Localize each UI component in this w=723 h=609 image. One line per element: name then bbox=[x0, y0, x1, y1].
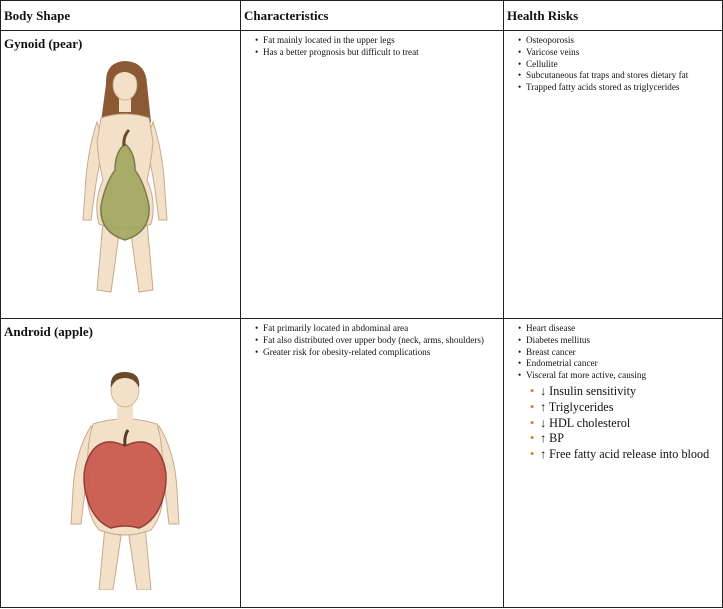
health-risks-cell bbox=[504, 319, 723, 608]
health-risks-list bbox=[504, 323, 722, 382]
list-item: • ↑ Free fatty acid release into blood bbox=[540, 447, 722, 463]
list-item: • ↑ Triglycerides bbox=[540, 400, 722, 416]
list-item: • ↑ BP bbox=[540, 431, 722, 447]
woman-with-pear-illustration bbox=[1, 52, 237, 302]
characteristics-list bbox=[241, 35, 503, 59]
characteristics-list bbox=[241, 323, 503, 358]
list-item: • Cellulite bbox=[526, 59, 722, 71]
list-item: • Breast cancer bbox=[526, 347, 722, 359]
shape-label: Gynoid (pear) bbox=[4, 36, 83, 51]
list-item: • Trapped fatty acids stored as triglycerides bbox=[526, 82, 722, 94]
visceral-effects-list bbox=[504, 384, 722, 463]
list-item: • Visceral fat more active, causing bbox=[526, 370, 722, 382]
header-body-shape: Body Shape bbox=[1, 1, 241, 31]
list-item: • Fat mainly located in the upper legs bbox=[263, 35, 503, 47]
list-item: • Osteoporosis bbox=[526, 35, 722, 47]
list-item: • Diabetes mellitus bbox=[526, 335, 722, 347]
header-health-risks: Health Risks bbox=[504, 1, 723, 31]
list-item: • Subcutaneous fat traps and stores dietary fat bbox=[526, 70, 722, 82]
list-item: • Varicose veins bbox=[526, 47, 722, 59]
list-item: • Has a better prognosis but difficult to treat bbox=[263, 47, 503, 59]
body-shape-cell bbox=[1, 319, 241, 608]
table-row-android bbox=[1, 319, 723, 608]
list-item: • Endometrial cancer bbox=[526, 358, 722, 370]
shape-label: Android (apple) bbox=[4, 324, 93, 339]
header-characteristics: Characteristics bbox=[241, 1, 504, 31]
header-row bbox=[1, 1, 723, 31]
characteristics-cell bbox=[241, 31, 504, 319]
list-item: • ↓ Insulin sensitivity bbox=[540, 384, 722, 400]
characteristics-cell bbox=[241, 319, 504, 608]
list-item: • Greater risk for obesity-related complications bbox=[263, 347, 503, 359]
man-with-apple-illustration bbox=[1, 340, 237, 590]
list-item: • ↓ HDL cholesterol bbox=[540, 416, 722, 432]
health-risks-list bbox=[504, 35, 722, 94]
table-row-gynoid bbox=[1, 31, 723, 319]
list-item: • Fat also distributed over upper body (neck, arms, shoulders) bbox=[263, 335, 503, 347]
body-shape-cell bbox=[1, 31, 241, 319]
list-item: • Fat primarily located in abdominal area bbox=[263, 323, 503, 335]
health-risks-cell bbox=[504, 31, 723, 319]
list-item: • Heart disease bbox=[526, 323, 722, 335]
